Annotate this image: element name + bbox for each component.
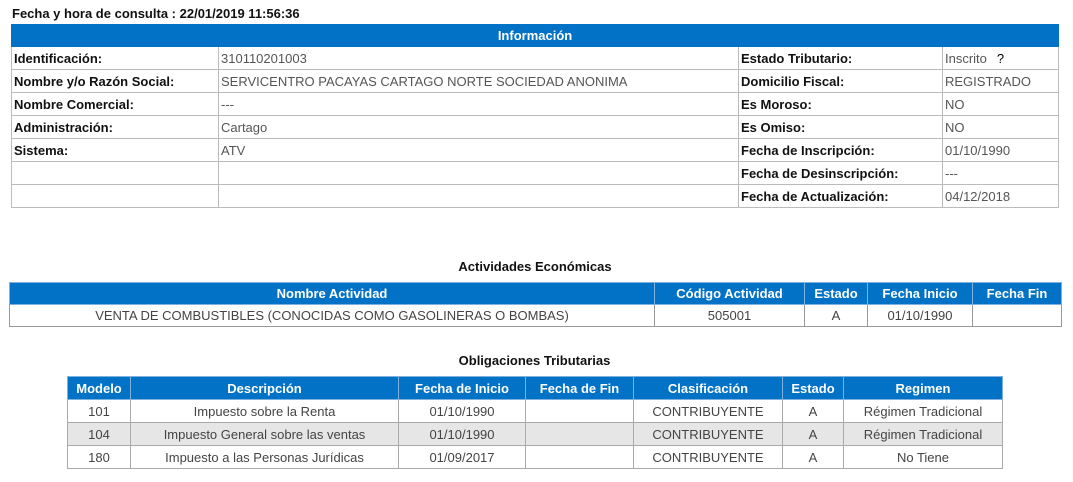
descripcion: Impuesto General sobre las ventas <box>131 423 399 446</box>
table-row <box>68 423 1003 446</box>
col-codigo-actividad: Código Actividad <box>655 283 805 305</box>
sistema-label: Sistema: <box>12 139 219 162</box>
col-fecha-de-inicio: Fecha de Inicio <box>399 377 526 400</box>
col-fecha-inicio: Fecha Inicio <box>868 283 973 305</box>
estado-tributario-cell <box>943 47 1059 70</box>
administracion-value: Cartago <box>219 116 739 139</box>
obligaciones-header-row <box>68 377 1003 400</box>
identificacion-label: Identificación: <box>12 47 219 70</box>
info-row <box>12 162 1059 185</box>
empty-cell <box>219 162 739 185</box>
info-row <box>12 116 1059 139</box>
actividad-codigo: 505001 <box>655 305 805 327</box>
table-row <box>10 305 1062 327</box>
fecha-actualizacion-label: Fecha de Actualización: <box>739 185 943 208</box>
fecha-de-inicio: 01/10/1990 <box>399 423 526 446</box>
info-row <box>12 93 1059 116</box>
col-fecha-fin: Fecha Fin <box>973 283 1062 305</box>
fecha-de-inicio: 01/10/1990 <box>399 400 526 423</box>
clasificacion: CONTRIBUYENTE <box>634 400 783 423</box>
es-moroso-label: Es Moroso: <box>739 93 943 116</box>
nombre-comercial-value: --- <box>219 93 739 116</box>
col-nombre-actividad: Nombre Actividad <box>10 283 655 305</box>
query-timestamp <box>12 6 300 21</box>
sistema-value: ATV <box>219 139 739 162</box>
fecha-desinscripcion-value: --- <box>943 162 1059 185</box>
col-estado: Estado <box>805 283 868 305</box>
razon-social-label: Nombre y/o Razón Social: <box>12 70 219 93</box>
obligaciones-table <box>67 376 1003 469</box>
modelo: 104 <box>68 423 131 446</box>
descripcion: Impuesto sobre la Renta <box>131 400 399 423</box>
fecha-desinscripcion-label: Fecha de Desinscripción: <box>739 162 943 185</box>
domicilio-fiscal-value: REGISTRADO <box>943 70 1059 93</box>
obligaciones-title: Obligaciones Tributarias <box>458 353 611 368</box>
identificacion-value: 310110201003 <box>219 47 739 70</box>
info-row <box>12 139 1059 162</box>
actividad-fecha-fin <box>973 305 1062 327</box>
regimen: No Tiene <box>844 446 1003 469</box>
modelo: 180 <box>68 446 131 469</box>
fecha-de-fin <box>526 423 634 446</box>
query-timestamp-value: 22/01/2019 11:56:36 <box>179 6 300 21</box>
actividad-estado: A <box>805 305 868 327</box>
modelo: 101 <box>68 400 131 423</box>
actividades-title: Actividades Económicas <box>458 259 612 274</box>
nombre-comercial-label: Nombre Comercial: <box>12 93 219 116</box>
fecha-inscripcion-label: Fecha de Inscripción: <box>739 139 943 162</box>
domicilio-fiscal-label: Domicilio Fiscal: <box>739 70 943 93</box>
estado: A <box>783 446 844 469</box>
fecha-inscripcion-value: 01/10/1990 <box>943 139 1059 162</box>
es-omiso-value: NO <box>943 116 1059 139</box>
col-fecha-de-fin: Fecha de Fin <box>526 377 634 400</box>
estado: A <box>783 423 844 446</box>
clasificacion: CONTRIBUYENTE <box>634 446 783 469</box>
help-link[interactable]: ? <box>996 50 1005 66</box>
col-clasificacion: Clasificación <box>634 377 783 400</box>
actividad-fecha-inicio: 01/10/1990 <box>868 305 973 327</box>
col-modelo: Modelo <box>68 377 131 400</box>
razon-social-value: SERVICENTRO PACAYAS CARTAGO NORTE SOCIEDAD ANONIMA <box>219 70 739 93</box>
empty-cell <box>12 162 219 185</box>
info-row <box>12 47 1059 70</box>
col-descripcion: Descripción <box>131 377 399 400</box>
clasificacion: CONTRIBUYENTE <box>634 423 783 446</box>
query-timestamp-label: Fecha y hora de consulta : <box>12 6 176 21</box>
estado: A <box>783 400 844 423</box>
col-regimen: Regimen <box>844 377 1003 400</box>
administracion-label: Administración: <box>12 116 219 139</box>
fecha-de-fin <box>526 400 634 423</box>
regimen: Régimen Tradicional <box>844 423 1003 446</box>
info-row <box>12 70 1059 93</box>
info-table <box>11 24 1059 208</box>
empty-cell <box>219 185 739 208</box>
actividades-header-row <box>10 283 1062 305</box>
estado-tributario-label: Estado Tributario: <box>739 47 943 70</box>
info-row <box>12 185 1059 208</box>
regimen: Régimen Tradicional <box>844 400 1003 423</box>
es-moroso-value: NO <box>943 93 1059 116</box>
descripcion: Impuesto a las Personas Jurídicas <box>131 446 399 469</box>
fecha-actualizacion-value: 04/12/2018 <box>943 185 1059 208</box>
actividades-table <box>9 282 1062 327</box>
empty-cell <box>12 185 219 208</box>
es-omiso-label: Es Omiso: <box>739 116 943 139</box>
table-row <box>68 446 1003 469</box>
table-row <box>68 400 1003 423</box>
info-title: Información <box>12 25 1059 47</box>
col-estado: Estado <box>783 377 844 400</box>
estado-tributario-value: Inscrito <box>945 50 987 66</box>
actividad-nombre: VENTA DE COMBUSTIBLES (CONOCIDAS COMO GASOLINERAS O BOMBAS) <box>10 305 655 327</box>
fecha-de-inicio: 01/09/2017 <box>399 446 526 469</box>
fecha-de-fin <box>526 446 634 469</box>
